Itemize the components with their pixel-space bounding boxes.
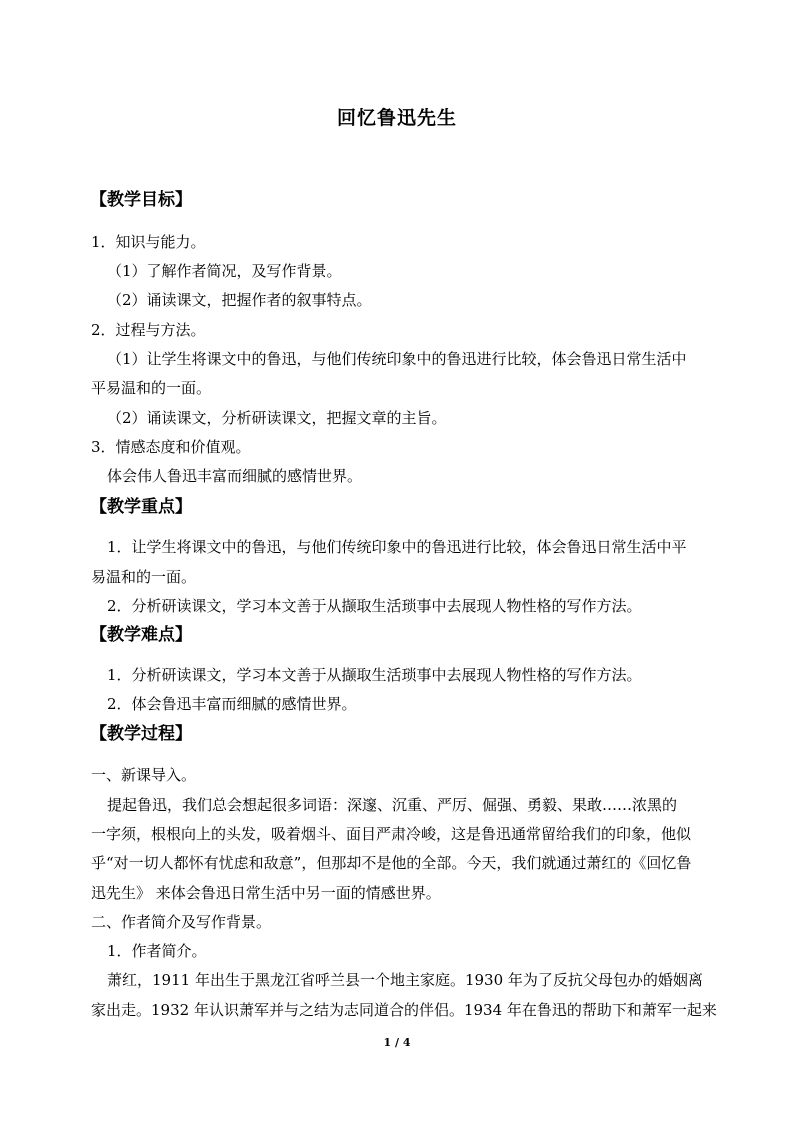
- paragraph-line: 萧红，1911 年出生于黑龙江省呼兰县一个地主家庭。1930 年为了反抗父母包办的婚姻离: [107, 971, 703, 989]
- section-heading-difficulties: 【教学难点】: [90, 625, 192, 645]
- paragraph-line: （2）诵读课文，把握作者的叙事特点。: [107, 291, 372, 309]
- paragraph-line: 提起鲁迅，我们总会想起很多词语：深邃、沉重、严厉、倔强、勇毅、果敢……浓黑的: [107, 796, 678, 814]
- section-heading-objectives: 【教学目标】: [90, 190, 192, 210]
- paragraph-line: 2．体会鲁迅丰富而细腻的感情世界。: [107, 695, 357, 713]
- paragraph-line: 2．过程与方法。: [91, 321, 206, 339]
- paragraph-line: 乎“对一切人都怀有忧虑和敌意”，但那却不是他的全部。今天，我们就通过萧红的《回忆鲁: [91, 854, 692, 872]
- paragraph-line: （1）了解作者简况，及写作背景。: [107, 262, 342, 280]
- paragraph-line: 一字须，根根向上的头发，吸着烟斗、面目严肃冷峻，这是鲁迅通常留给我们的印象，他似: [91, 825, 692, 843]
- paragraph-line: 1．作者简介。: [107, 942, 207, 960]
- paragraph-line: 1．分析研读课文，学习本文善于从撷取生活琐事中去展现人物性格的写作方法。: [107, 666, 642, 684]
- section-heading-key-points: 【教学重点】: [90, 497, 192, 517]
- paragraph-line: 3．情感态度和价值观。: [91, 438, 251, 456]
- section-heading-process: 【教学过程】: [90, 724, 192, 744]
- paragraph-line: 家出走。1932 年认识萧军并与之结为志同道合的伴侣。1934 年在鲁迅的帮助下和萧军一起来: [91, 1001, 717, 1019]
- paragraph-line: 一、新课导入。: [91, 766, 197, 784]
- paragraph-line: 迅先生》 来体会鲁迅日常生活中另一面的情感世界。: [91, 884, 441, 902]
- page-title: 回忆鲁迅先生: [336, 107, 457, 129]
- paragraph-line: 1．知识与能力。: [91, 233, 206, 251]
- paragraph-line: 平易温和的一面。: [91, 379, 212, 397]
- page-number: 1 / 4: [383, 1036, 411, 1049]
- paragraph-line: 2．分析研读课文，学习本文善于从撷取生活琐事中去展现人物性格的写作方法。: [107, 597, 642, 615]
- paragraph-line: 体会伟人鲁迅丰富而细腻的感情世界。: [107, 467, 363, 485]
- paragraph-line: 易温和的一面。: [91, 568, 197, 586]
- paragraph-line: （1）让学生将课文中的鲁迅，与他们传统印象中的鲁迅进行比较，体会鲁迅日常生活中: [107, 350, 687, 368]
- paragraph-line: （2）诵读课文，分析研读课文，把握文章的主旨。: [107, 409, 447, 427]
- paragraph-line: 二、作者简介及写作背景。: [91, 913, 272, 931]
- paragraph-line: 1．让学生将课文中的鲁迅，与他们传统印象中的鲁迅进行比较，体会鲁迅日常生活中平: [107, 538, 687, 556]
